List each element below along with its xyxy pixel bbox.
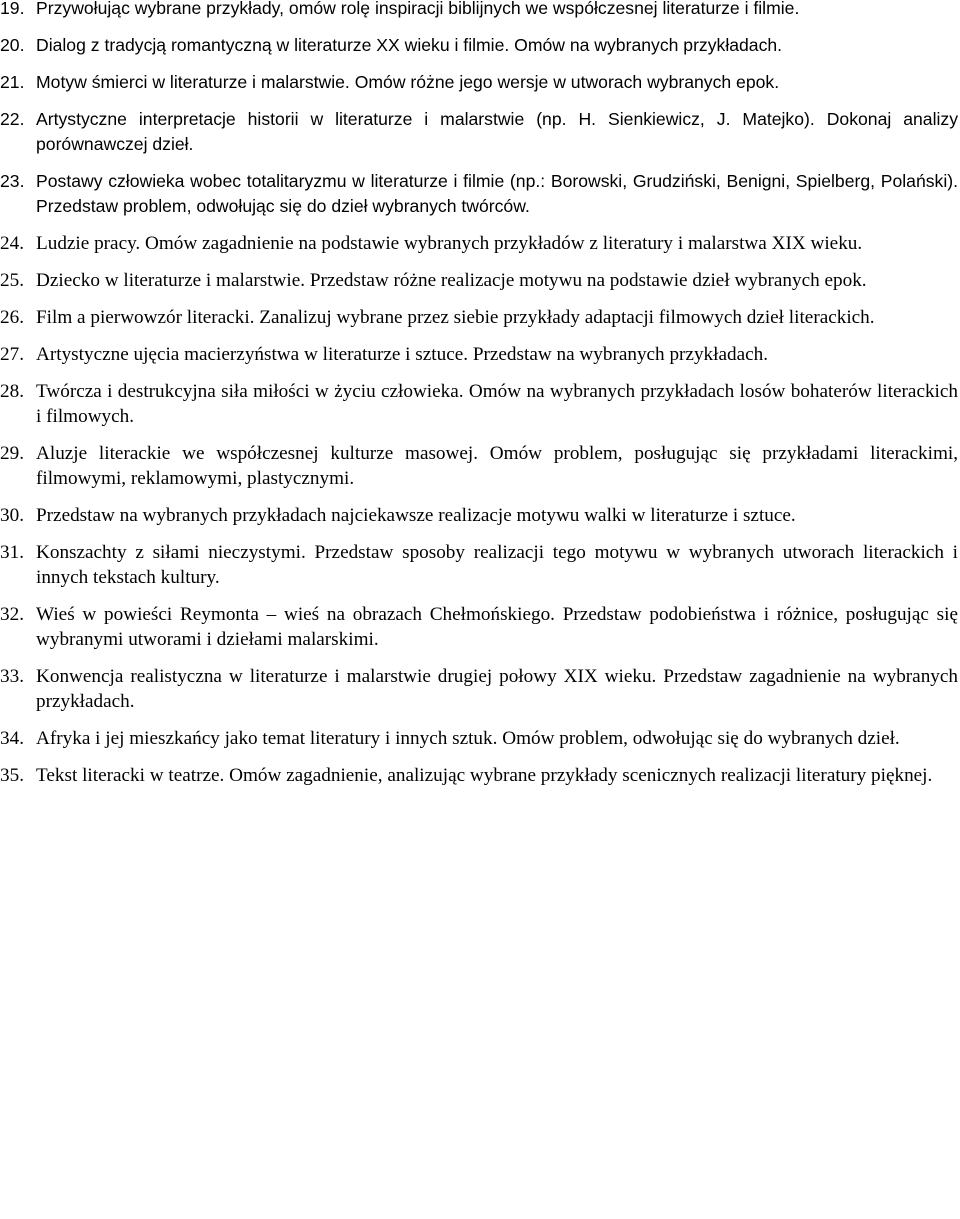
topic-item xyxy=(0,305,958,330)
topic-number: 29. xyxy=(0,443,24,464)
topic-number: 33. xyxy=(0,666,24,687)
topic-number: 26. xyxy=(0,307,24,328)
topic-item xyxy=(0,503,958,528)
topic-item xyxy=(0,726,958,751)
topic-number: 25. xyxy=(0,270,24,291)
topic-number: 20. xyxy=(0,35,25,55)
topic-text: Wieś w powieści Reymonta – wieś na obrazach Chełmońskiego. Przedstaw podobieństwa i różnice, posługując się wybranymi utworami i dziełami malarskimi. xyxy=(36,604,958,650)
topic-number: 21. xyxy=(0,72,25,92)
topic-text: Aluzje literackie we współczesnej kulturze masowej. Omów problem, posługując się przykładami literackimi, filmowymi, reklamowymi, plastycznymi. xyxy=(36,443,958,489)
topic-item xyxy=(0,379,958,429)
topic-item xyxy=(0,0,958,21)
topic-number: 27. xyxy=(0,344,24,365)
topic-text: Postawy człowieka wobec totalitaryzmu w literaturze i filmie (np.: Borowski, Grudziński, Benigni, Spielberg, Polański). Przedstaw problem, odwołując się do dzieł wybranych twórców. xyxy=(36,171,958,216)
topic-number: 22. xyxy=(0,109,25,129)
topic-text: Twórcza i destrukcyjna siła miłości w życiu człowieka. Omów na wybranych przykładach losów bohaterów literackich i filmowych. xyxy=(36,381,958,427)
topic-text: Dziecko w literaturze i malarstwie. Przedstaw różne realizacje motywu na podstawie dzieł wybranych epok. xyxy=(36,270,867,291)
topic-number: 30. xyxy=(0,505,24,526)
topic-text: Dialog z tradycją romantyczną w literaturze XX wieku i filmie. Omów na wybranych przykładach. xyxy=(36,35,783,55)
topic-item xyxy=(0,664,958,714)
topic-number: 31. xyxy=(0,542,24,563)
topic-text: Przywołując wybrane przykłady, omów rolę inspiracji biblijnych we współczesnej literaturze i filmie. xyxy=(36,0,800,18)
topic-item xyxy=(0,342,958,367)
topic-text: Tekst literacki w teatrze. Omów zagadnienie, analizując wybrane przykłady scenicznych realizacji literatury pięknej. xyxy=(36,765,933,786)
topic-number: 35. xyxy=(0,765,24,786)
topic-text: Afryka i jej mieszkańcy jako temat literatury i innych sztuk. Omów problem, odwołując się do wybranych dzieł. xyxy=(36,728,900,749)
topic-number: 19. xyxy=(0,0,25,18)
topic-text: Film a pierwowzór literacki. Zanalizuj wybrane przez siebie przykłady adaptacji filmowych dzieł literackich. xyxy=(36,307,875,328)
topic-number: 23. xyxy=(0,171,25,191)
topic-item xyxy=(0,169,958,219)
topic-item xyxy=(0,231,958,256)
topic-item xyxy=(0,602,958,652)
topic-text: Artystyczne ujęcia macierzyństwa w literaturze i sztuce. Przedstaw na wybranych przykładach. xyxy=(36,344,769,365)
topic-text: Ludzie pracy. Omów zagadnienie na podstawie wybranych przykładów z literatury i malarstwa XIX wieku. xyxy=(36,233,863,254)
topic-item xyxy=(0,107,958,157)
topic-item xyxy=(0,441,958,491)
topic-text: Konszachty z siłami nieczystymi. Przedstaw sposoby realizacji tego motywu w wybranych utworach literackich i innych tekstach kultury. xyxy=(36,542,958,588)
topic-number: 24. xyxy=(0,233,24,254)
topic-number: 32. xyxy=(0,604,24,625)
topic-item xyxy=(0,70,958,95)
topic-item xyxy=(0,540,958,590)
topic-number: 28. xyxy=(0,381,24,402)
topic-item xyxy=(0,268,958,293)
topic-text: Przedstaw na wybranych przykładach najciekawsze realizacje motywu walki w literaturze i sztuce. xyxy=(36,505,796,526)
topic-text: Motyw śmierci w literaturze i malarstwie. Omów różne jego wersje w utworach wybranych epok. xyxy=(36,72,780,92)
topic-text: Artystyczne interpretacje historii w literaturze i malarstwie (np. H. Sienkiewicz, J. Matejko). Dokonaj analizy porównawczej dzieł. xyxy=(36,109,958,154)
topic-number: 34. xyxy=(0,728,24,749)
topic-text: Konwencja realistyczna w literaturze i malarstwie drugiej połowy XIX wieku. Przedstaw zagadnienie na wybranych przykładach. xyxy=(36,666,958,712)
topic-item xyxy=(0,763,958,788)
topic-item xyxy=(0,33,958,58)
